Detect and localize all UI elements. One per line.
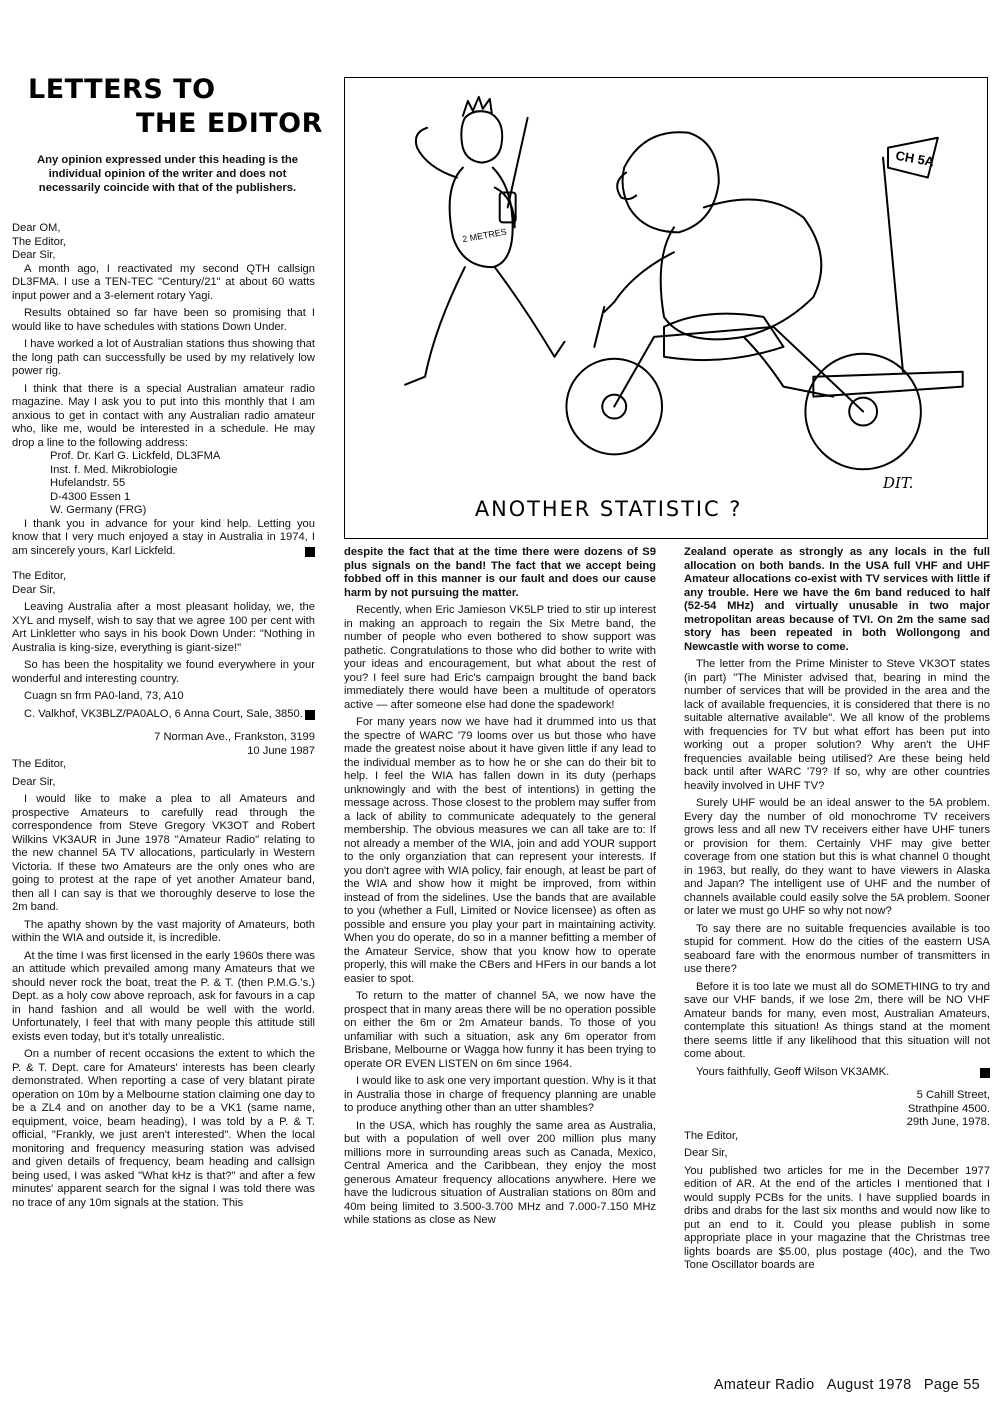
paragraph	[684, 1066, 990, 1080]
paragraph: A month ago, I reactivated my second QTH callsign DL3FMA. I use a TEN-TEC "Century/21" at about 60 watts input power and a 3-element rotary Yagi.	[12, 262, 315, 302]
paragraph: Results obtained so far have been so promising that I would like to have schedules with stations Down Under.	[12, 307, 315, 333]
paragraph	[12, 708, 315, 722]
running-man-body	[450, 168, 513, 268]
address-line: D-4300 Essen 1	[50, 490, 131, 503]
motorcycle-exhaust	[813, 372, 962, 397]
paragraph: The letter from the Prime Minister to Steve VK3OT states (in part) "The Minister advised that, bearing in mind the number of services that will be provided in the area and the lack of available frequencies, it is considered that there is no suitable alternative available". We all know of the problems with frequencies for TV but what effort has been put into working out a proper solution? Why aren't the UHF frequencies available being utilised? Are these being held back until after WARC '79? If so, why are other countries heavily involved in UHF TV?	[684, 658, 990, 792]
salutation: Dear Sir,	[12, 249, 56, 261]
paragraph: Before it is too late we must all do SOMETHING to try and save our VHF bands, if we lose 2m, there will be NO VHF Amateur bands for many, even most, Australian Amateurs, contemplate this situation! As things stand at the moment there seems little if any likelihood that this situation will not come about.	[684, 980, 990, 1060]
salutation: The Editor,	[12, 235, 67, 248]
salutation: The Editor,	[12, 758, 67, 770]
salutation: Dear OM,	[12, 222, 61, 234]
issue-date: August 1978	[826, 1377, 912, 1393]
paragraph: I have worked a lot of Australian stations thus showing that the long path can successfully be used by my relatively low power rig.	[12, 338, 315, 377]
motorcycle-tank	[664, 314, 783, 360]
paragraph-text: Yours faithfully, Geoff Wilson VK3AMK.	[696, 1065, 890, 1078]
address-line: Prof. Dr. Karl G. Lickfeld, DL3FMA	[50, 450, 221, 462]
page-number: Page 55	[923, 1377, 980, 1393]
rider-nose	[617, 173, 636, 199]
column-1	[12, 222, 315, 1210]
letter-date: 10 June 1987	[247, 744, 315, 757]
paragraph: To return to the matter of channel 5A, we now have the prospect that in many areas there will be no operation possible on either the 6m or 2m Amateur bands. To those of you unfamiliar with such a situation, ask any 6m operator from Brisbane, Melbourne or Wagga how funny it has been trying to operate OR EVEN LISTEN on 6m since 1964.	[344, 990, 656, 1070]
cartoon-drawing	[345, 78, 987, 538]
salutation: The Editor,	[684, 1129, 739, 1142]
paragraph: The apathy shown by the vast majority of Amateurs, both within the WIA and outside it, is incredible.	[12, 918, 315, 944]
motorcycle-handlebar	[594, 307, 604, 347]
address-line: 5 Cahill Street,	[916, 1089, 990, 1101]
end-of-letter-mark	[305, 547, 315, 557]
end-of-letter-mark	[305, 710, 315, 720]
address-line: Inst. f. Med. Mikrobiologie	[50, 463, 178, 476]
paragraph: For many years now we have had it drummed into us that the spectre of WARC '79 looms over us but those who have made the greatest noise about it have given little if any lead to the individual member as to how he or she can do their bit to help. I feel the WIA has fallen down in its duty (perhaps unknowingly and with the best of intentions) in getting the message across. Those closest to the problem may suffer from a lack of ability to communicate adequately to the general membership. The obvious measures we can all take are to: If not already a member of the WIA, join and add YOUR support to the only organziation that can represent your interests. If you don't agree with WIA policy, fair enough, at least be part of the WIA and show how it might be improved, from within instead of from the sidelines. Use the bands that are available to you (whether a Full, Limited or Novice licensee) as often as possible and ensure you play your part in maintaining activity. When you do operate, do so in a manner befitting a member of the Amateur Service, show that you know how to operate properly, this will make the CBers and HFers in our bands a lot easier to spot.	[344, 716, 656, 985]
paragraph: Zealand operate as strongly as any locals in the full allocation on both bands. In the USA full VHF and UHF Amateur allocations co-exist with TV services with little if any trouble. Here we have the 6m band reduced to half (52-54 MHz) and virtually unusable in two major metropolitan areas because of TVI. On 2m the same sad story has been repeated in both Wollongong and Newcastle with worse to come.	[684, 546, 990, 653]
paragraph: You published two articles for me in the December 1977 edition of AR. At the end of the articles I mentioned that I would supply PCBs for the units. I have supplied boards in dribs and drabs for the last six months and would now like to put an end to it. Could you please publish in some appropriate place in your magazine that the Christmas tree lights boards are $5.00, plus postage (40c), and the Two Tone Oscillator boards are	[684, 1164, 990, 1271]
end-of-letter-mark	[980, 1068, 990, 1078]
paragraph: In the USA, which has roughly the same area as Australia, but with a population of well over 200 million plus many millions more in surrounding areas such as Canada, Mexico, Central America and the Caribbean, they enjoy the most generous Amateur frequency allocations anywhere. Here we have the ludicrous situation of Australian stations on 80m and 40m being limited to 3.500-3.700 MHz and 7.000-7.150 MHz while stations as close as New	[344, 1119, 656, 1226]
rider-leg	[744, 337, 834, 397]
paragraph-text: C. Valkhof, VK3BLZ/PA0ALO, 6 Anna Court, Sale, 3850.	[24, 707, 303, 720]
paragraph	[12, 518, 315, 559]
paragraph: I would like to make a plea to all Amateurs and prospective Amateurs to carefully read through the correspondence from Steve Gregory VK3OT and Robert Wilkins VK3AUR in June 1978 "Amateur Radio" relating to the new channel 5A TV allocations, particularly in Western Victoria. If these two Amateurs are the only ones who are going to protest at the rape of yet another Amateur band, then all I can say is that we thoroughly deserve to lose the 2m band.	[12, 793, 315, 913]
sender-address: 7 Norman Ave., Frankston, 3199	[154, 731, 315, 743]
editorial-disclaimer: Any opinion expressed under this heading is the individual opinion of the writer and does not necessarily coincide with that of the publishers.	[36, 154, 299, 194]
paragraph: Leaving Australia after a most pleasant holiday, we, the XYL and myself, wish to say that we agree 100 per cent with Art Linkletter who says in his book Down Under: "Nothing in Australia is king-size, everything is giant-size!"	[12, 601, 315, 654]
letter-date: 29th June, 1978.	[906, 1116, 990, 1128]
cartoon-illustration	[344, 77, 988, 539]
paragraph-text: I thank you in advance for your kind help. Letting you know that I very much enjoyed a stay in Australia in 1974, I am sincerely yours, Karl Lickfeld.	[12, 517, 315, 557]
cartoon-caption: ANOTHER STATISTIC ?	[474, 497, 743, 522]
page-footer	[706, 1377, 980, 1393]
address-line: W. Germany (FRG)	[50, 504, 147, 516]
shirt-text: 2 METRES	[461, 226, 508, 245]
salutation: The Editor,	[12, 570, 67, 582]
column-3	[684, 546, 990, 1273]
paragraph: despite the fact that at the time there were dozens of S9 plus signals on the band! The fact that we accept being fobbed off in this manner is our fault and does our cause harm by not pursuing the matter.	[344, 546, 656, 599]
column-2	[344, 546, 656, 1228]
flag-pole	[883, 158, 903, 372]
cartoonist-signature: DIT.	[883, 474, 914, 493]
paragraph: At the time I was first licensed in the early 1960s there was an attitude which prevailed among many Amateurs that we should never rock the boat, treat the P. & T. (then P.M.G.'s.) Dept. as a holy cow above reproach, ask for favours in a cap in hand fashion and all would be well with the world. Unfortunately, I feel that with many people this attitude still exists even today, but it's totally unrealistic.	[12, 949, 316, 1043]
paragraph: Surely UHF would be an ideal answer to the 5A problem. Every day the number of old monochrome TV receivers grows less and all new TV receivers either have UHF tuners or provision for them. Certainly VHF may give better coverage from one station but this is what channel 0 thought in 1963, but really, do they want to have viewers in Alaska and Japan? The intelligent use of UHF and the number of channels available could easily solve the 5A problem. Sooner or later we must go UHF so why not now?	[684, 797, 990, 917]
running-man-arm	[416, 128, 457, 178]
rider-arm	[604, 252, 674, 312]
paragraph: To say there are no suitable frequencies available is too stupid for comment. How do the cities of the eastern USA seaboard fare with the enormous number of transmitters in use there?	[684, 922, 990, 975]
paragraph: On a number of recent occasions the extent to which the P. & T. Dept. care for Amateurs' interests has been clearly demonstrated. When reporting a case of very blatant pirate operation on 10m by a Melbourne station claiming one day to be a ZL4 and on another day to be a VK1 (same name, equipment, voice, beam heading), I was told by a P. & T. official, "Frankly, we just aren't interested". When the local monitoring and frequency measuring station was advised and given details of frequency, beam heading and callsign being used, I was asked "What kHz is that?" and after a few minutes' apparent search for the signal I was told there was no trace of any 10m signals at the station. This	[12, 1048, 315, 1209]
paragraph: Cuagn sn frm PA0-land, 73, A10	[24, 690, 184, 702]
radio-antenna	[508, 118, 528, 208]
running-man-leg	[405, 267, 465, 384]
paragraph: I think that there is a special Australian amateur radio magazine. May I ask you to put into this monthly that I am anxious to get in contact with any Australian radio amateur who, like me, would be interested in a schedule. He may drop a line to the following address:	[12, 382, 315, 449]
page-title-line2: THE EDITOR	[136, 108, 323, 139]
salutation: Dear Sir,	[12, 583, 56, 596]
flag-text: CH 5A	[894, 147, 936, 170]
salutation: Dear Sir,	[12, 775, 56, 788]
paragraph: Recently, when Eric Jamieson VK5LP tried to stir up interest in making an approach to regain the Six Metre band, the number of people who even bothered to show support was pathetic. Congratulations to those who did bother to write with your ideas and encouragement, but what about the rest of you? I feel sure had Eric's campaign brought the band back immediately there would have been a multitude of operators active — after someone else had done the spadework!	[344, 604, 656, 711]
running-man-leg	[495, 267, 565, 357]
running-man-head	[461, 111, 502, 162]
motorcycle-frame	[614, 327, 863, 412]
address-line: Hufelandstr. 55	[50, 477, 126, 489]
paragraph: I would like to ask one very important question. Why is it that in Australia those in charge of frequency planning are unable to produce anything other than an utter shambles?	[344, 1075, 656, 1114]
page-title-line1: LETTERS TO	[28, 74, 216, 105]
address-line: Strathpine 4500.	[907, 1102, 990, 1115]
paragraph: So has been the hospitality we found everywhere in your wonderful and interesting country.	[12, 659, 315, 685]
magazine-name: Amateur Radio	[713, 1377, 815, 1393]
salutation: Dear Sir,	[684, 1147, 728, 1159]
rider-head	[623, 132, 719, 232]
